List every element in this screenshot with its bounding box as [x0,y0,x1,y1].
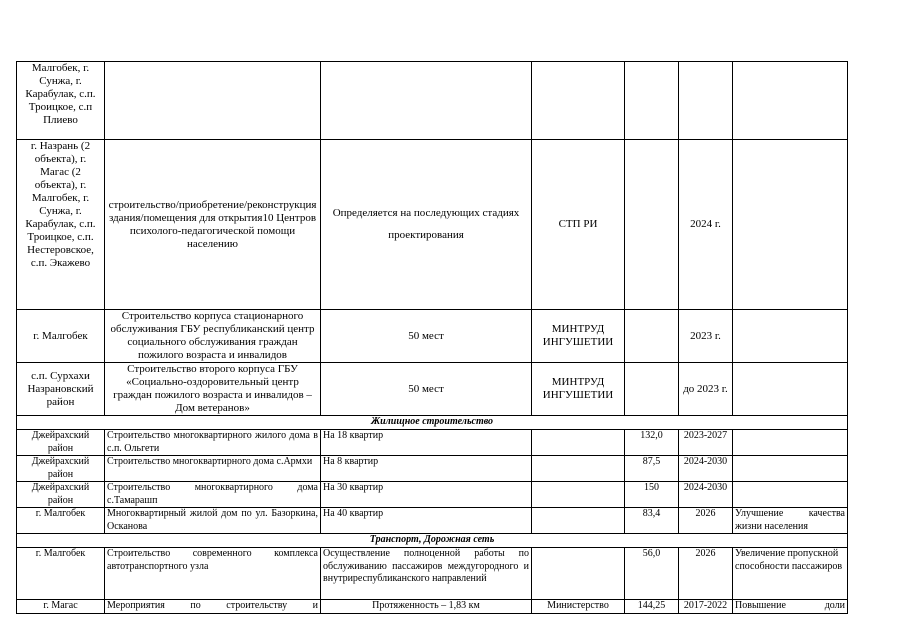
project-name-cell: Строительство многоквартирного жилого дома в с.п. Ольгети [105,430,321,456]
period-cell: 2023-2027 [679,430,733,456]
capacity-line: проектирования [388,229,464,241]
effect-cell [733,62,848,140]
table-row [17,430,848,456]
responsible-cell [532,508,625,534]
capacity-cell: На 8 квартир [321,456,532,482]
cost-cell [625,140,679,310]
capacity-cell: 50 мест [321,363,532,416]
project-name-cell: строительство/приобретение/реконструкция здания/помещения для открытия10 Центров психолого-педагогической помощи населению [105,140,321,310]
section-row [17,534,848,548]
cost-cell: 83,4 [625,508,679,534]
period-cell: 2026 [679,508,733,534]
table-row [17,508,848,534]
project-name-cell: Строительство современного комплекса автотранспортного узла [105,548,321,600]
project-name-cell: Строительство второго корпуса ГБУ «Социально-оздоровительный центр граждан пожилого возраста и инвалидов – Дом ветеранов» [105,363,321,416]
capacity-cell [321,62,532,140]
table-row [17,363,848,416]
period-cell: до 2023 г. [679,363,733,416]
project-name-cell: Строительство многоквартирного дома с.Тамарашп [105,482,321,508]
project-name-cell: Многоквартирный жилой дом по ул. Базоркина, Осканова [105,508,321,534]
cost-cell: 150 [625,482,679,508]
period-cell [679,62,733,140]
capacity-line: Определяется на последующих стадиях [332,207,520,219]
period-cell: 2024 г. [679,140,733,310]
section-heading-transport: Транспорт, Дорожная сеть [17,534,848,548]
cost-cell: 144,25 [625,600,679,614]
effect-cell: Улучшение качества жизни населения [733,508,848,534]
location-cell: г. Малгобек [17,310,105,363]
responsible-cell [532,456,625,482]
location-cell: Джейрахский район [17,482,105,508]
capacity-cell: Протяженность – 1,83 км [321,600,532,614]
capacity-cell: Осуществление полноценной работы по обслуживанию пассажиров междугородного и внутриреспубликанского направлений [321,548,532,600]
location-cell: г. Малгобек [17,548,105,600]
project-name-cell: Строительство корпуса стационарного обслуживания ГБУ республиканский центр социального обслуживания граждан пожилого возраста и инвалидов [105,310,321,363]
project-name-cell: Строительство многоквартирного дома с.Армхи [105,456,321,482]
table-row [17,62,848,140]
project-name-cell [105,62,321,140]
period-cell: 2024-2030 [679,482,733,508]
effect-cell [733,310,848,363]
location-cell: г. Назрань (2 объекта), г. Магас (2 объекта), г. Малгобек, г. Сунжа, г. Карабулак, с.п. Троицкое, с.п. Нестеровское, с.п. Экажево [17,140,105,310]
table-row [17,482,848,508]
effect-cell [733,363,848,416]
cost-cell: 56,0 [625,548,679,600]
capacity-cell [321,140,532,310]
table-row [17,310,848,363]
section-row [17,416,848,430]
cost-cell [625,62,679,140]
capacity-cell: На 40 квартир [321,508,532,534]
table-row [17,600,848,614]
cost-cell: 87,5 [625,456,679,482]
responsible-cell: СТП РИ [532,140,625,310]
responsible-cell [532,62,625,140]
responsible-cell [532,430,625,456]
capacity-cell: 50 мест [321,310,532,363]
project-name-cell: Мероприятия по строительству и [105,600,321,614]
responsible-cell: Министерство [532,600,625,614]
table-row [17,140,848,310]
location-cell: г. Магас [17,600,105,614]
responsible-cell [532,482,625,508]
table-row [17,548,848,600]
capacity-cell: На 18 квартир [321,430,532,456]
investment-projects-table [16,61,848,614]
period-cell: 2024-2030 [679,456,733,482]
capacity-cell: На 30 квартир [321,482,532,508]
location-cell: с.п. Сурхахи Назрановский район [17,363,105,416]
responsible-cell: МИНТРУД ИНГУШЕТИИ [532,363,625,416]
location-cell: Джейрахский район [17,456,105,482]
effect-cell [733,140,848,310]
effect-cell: Повышение доли [733,600,848,614]
period-cell: 2023 г. [679,310,733,363]
effect-cell: Увеличение пропускной способности пассажиров [733,548,848,600]
cost-cell [625,363,679,416]
location-cell: г. Малгобек [17,508,105,534]
period-cell: 2026 [679,548,733,600]
section-heading-housing: Жилищное строительство [17,416,848,430]
table-row [17,456,848,482]
cost-cell: 132,0 [625,430,679,456]
effect-cell [733,430,848,456]
effect-cell [733,456,848,482]
responsible-cell: МИНТРУД ИНГУШЕТИИ [532,310,625,363]
location-cell: Малгобек, г. Сунжа, г. Карабулак, с.п. Троицкое, с.п Плиево [17,62,105,140]
effect-cell [733,482,848,508]
period-cell: 2017-2022 [679,600,733,614]
cost-cell [625,310,679,363]
responsible-cell [532,548,625,600]
location-cell: Джейрахский район [17,430,105,456]
